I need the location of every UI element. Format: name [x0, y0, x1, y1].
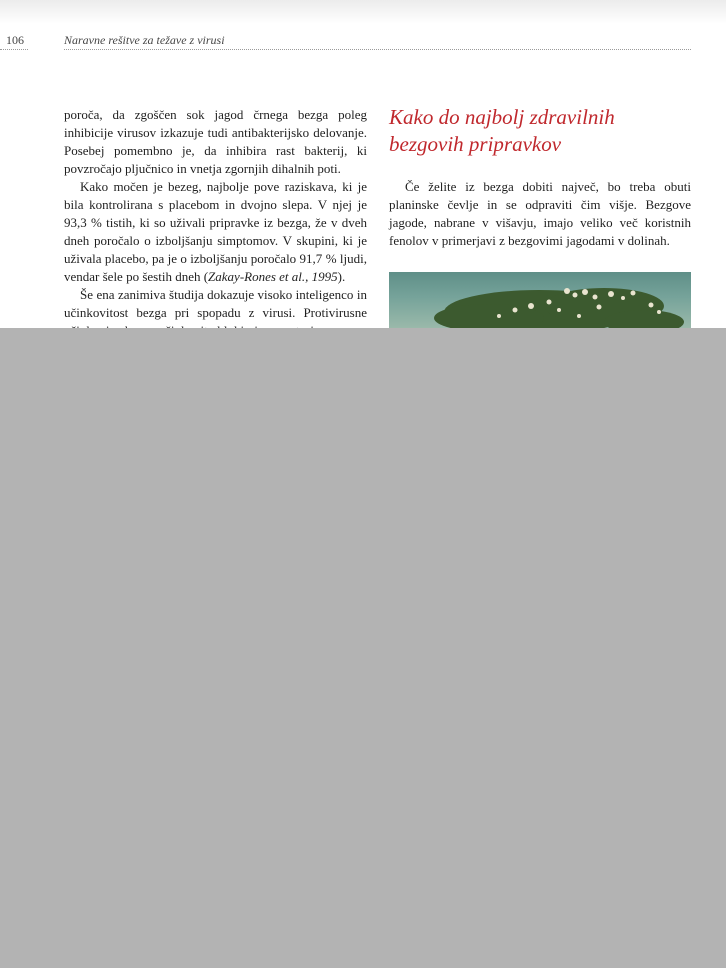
header-rule	[64, 49, 691, 50]
citation-zakay-rones: Zakay-Rones et al., 1995	[208, 269, 338, 284]
left-paragraph-2-text: Kako močen je bezeg, najbolje pove raziskava, ki je bila kontrolirana s placebom in dvojno slepa. V njej je 93,3 % tistih, ki so uživali pripravke iz bezga, že v dveh dneh poročalo o izboljšanju simptomov. V skupini, ki je uživala placebo, pa je o izboljšanju poročalo 91,7 % ljudi, vendar šele po šestih dneh (	[64, 179, 367, 284]
page-number: 106	[6, 33, 24, 47]
left-paragraph-1: poroča, da zgoščen sok jagod črnega bezga poleg inhibicije virusov izkazuje tudi antibakterijsko delovanje. Posebej pomembno je, da inhibira rast bakterij, ki povzročajo pljučnico in vnetja zgornjih dihalnih poti.	[64, 107, 367, 176]
page-number-rule	[0, 49, 28, 50]
left-paragraph-2-end: ).	[337, 269, 346, 284]
running-title: Naravne rešitve za težave z virusi	[64, 33, 225, 47]
right-paragraph-1: Če želite iz bezga dobiti največ, bo treba obuti planinske čevlje in se odpraviti čim višje. Bezgove jagode, nabrane v višavju, imajo veliko več koristnih fenolov v primerjavi z bezgovimi jagodami v dolinah.	[389, 179, 691, 248]
elderberry-tree-illustration	[389, 272, 691, 328]
redacted-lower-area	[0, 328, 726, 968]
left-paragraph-3: Še ena zanimiva študija dokazuje visoko inteligenco in učinkovitost bezga pri spopadu z virusi. Protivirusne	[64, 287, 367, 320]
elderberry-tree-photo	[389, 272, 691, 328]
right-column	[389, 178, 691, 250]
left-paragraph-2	[64, 178, 367, 286]
left-column	[64, 106, 367, 340]
section-heading: Kako do najbolj zdravilnih bezgovih pripravkov	[389, 105, 615, 156]
page-top-shade	[0, 0, 726, 24]
